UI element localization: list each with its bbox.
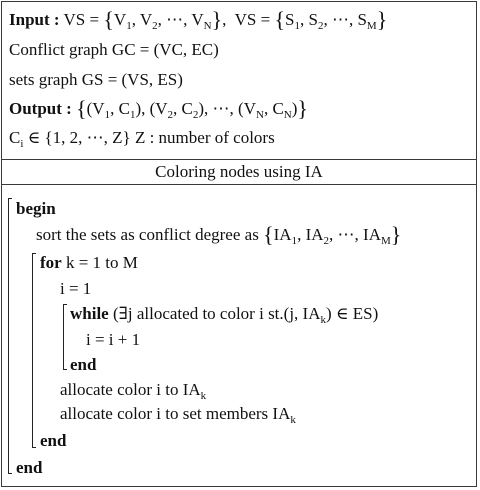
for-range: k = 1 to M <box>65 253 138 272</box>
allocate-sub-k-2: k <box>290 414 296 426</box>
while-bracket <box>63 304 64 370</box>
colors-line-c: C <box>9 128 21 147</box>
begin-keyword: begin <box>16 199 56 218</box>
colors-line: $C_i$ ∈ {1, 2, ⋯, Z} Z : number of colors <box>9 128 275 150</box>
while-condition-end: ) ∈ ES) <box>325 304 379 323</box>
sets-graph-line: sets graph GS = (VS, ES) <box>9 70 183 89</box>
inc-i-line: i = i + 1 <box>86 330 141 349</box>
output-label: Output : <box>9 99 72 118</box>
for-keyword: for <box>40 253 62 272</box>
allocate-text-1: allocate color i to IA <box>60 380 201 399</box>
caption-top-divider <box>1 159 477 160</box>
for-end-keyword: end <box>40 431 67 450</box>
while-sub-k: k <box>320 314 326 326</box>
begin-end-keyword: end <box>16 458 43 477</box>
allocate-text-2: allocate color i to set members IA <box>60 404 291 423</box>
input-line: Input : VS = {$V_1$, $V_2$, ⋯, $V_N$}, VS = {$S_1$, $S_2$, ⋯, $S_M$} <box>9 7 388 32</box>
input-label: Input : <box>9 10 60 29</box>
allocate-line-2 <box>60 404 296 430</box>
colors-line-rest: ∈ {1, 2, ⋯, Z} Z : number of colors <box>27 128 275 147</box>
while-line <box>70 304 378 330</box>
conflict-graph-line: Conflict graph GC = (VC, EC) <box>9 40 219 59</box>
allocate-line-1 <box>60 380 206 406</box>
for-line <box>40 253 138 273</box>
begin-bracket <box>8 198 9 474</box>
while-keyword: while <box>70 304 109 323</box>
for-bracket <box>32 253 33 448</box>
sort-text: sort the sets as conflict degree as <box>36 225 259 244</box>
caption: Coloring nodes using IA <box>155 162 323 181</box>
while-end-keyword: end <box>70 355 97 374</box>
init-i-line: i = 1 <box>60 279 92 298</box>
sort-line: sort the sets as conflict degree as {$IA_1$, $IA_2$, ⋯, $IA_M$} <box>36 222 402 247</box>
caption-bottom-divider <box>1 184 477 185</box>
output-line: Output : {($V_1$, $C_1$), ($V_2$, $C_2$), ⋯, ($V_N$, $C_N$)} <box>9 96 308 121</box>
while-condition: (∃j allocated to color i st.(j, IA <box>112 304 321 323</box>
allocate-sub-k-1: k <box>200 390 207 402</box>
